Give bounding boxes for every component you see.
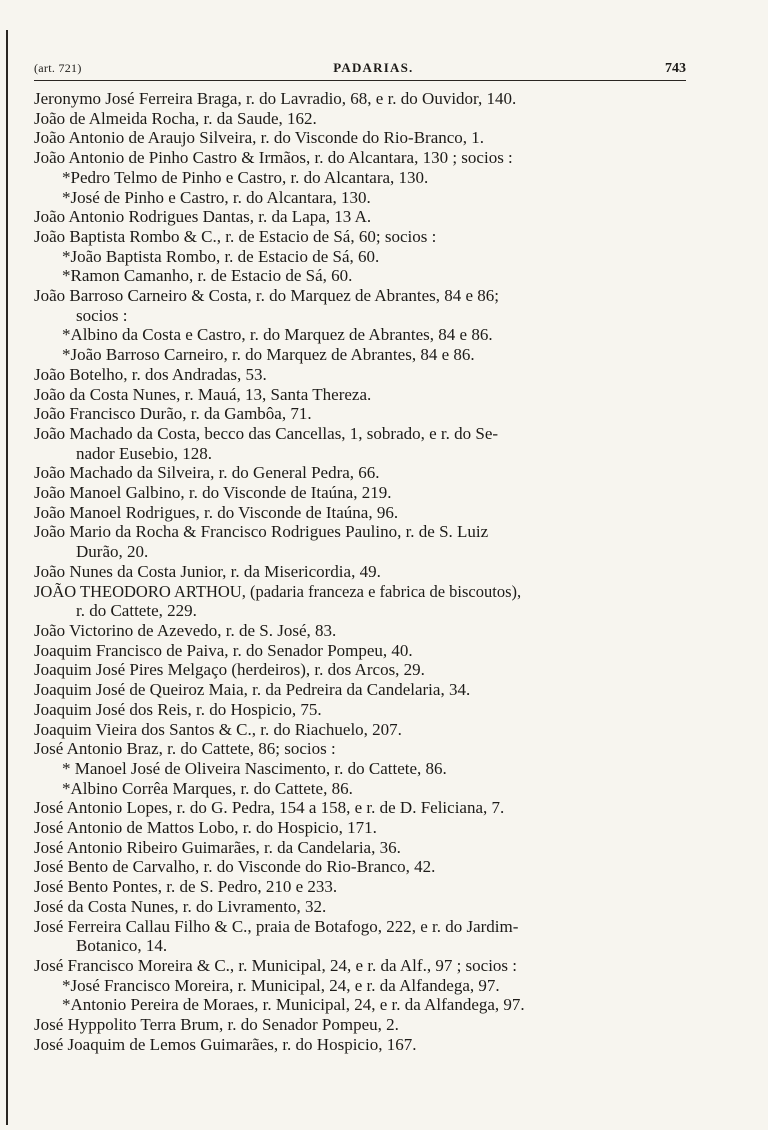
list-item xyxy=(34,621,686,641)
entry-name-line: José Bento Pontes, r. de S. Pedro, 210 e 233. xyxy=(34,877,338,897)
list-item xyxy=(34,522,686,561)
entry-name-line: José Francisco Moreira & C., r. Municipal, 24, e r. da Alf., 97 ; socios : xyxy=(34,955,518,975)
entry-name-line: José Antonio Ribeiro Guimarães, r. da Candelaria, 36. xyxy=(34,837,401,857)
partner-line: *Ramon Camanho, r. de Estacio de Sá, 60. xyxy=(62,266,353,286)
entry-name-line: João de Almeida Rocha, r. da Saude, 162. xyxy=(34,108,317,128)
entry-name-line: João Victorino de Azevedo, r. de S. José, 83. xyxy=(34,620,337,640)
entry-continuation-line: Botanico, 14. xyxy=(76,936,168,956)
page-number: 743 xyxy=(664,61,686,76)
list-item xyxy=(34,562,686,582)
entry-name-line: Joaquim José dos Reis, r. do Hospicio, 75. xyxy=(34,699,322,719)
entry-continuation-line: r. do Cattete, 229. xyxy=(76,601,197,621)
entry-name-line: Joaquim José de Queiroz Maia, r. da Pedreira da Candelaria, 34. xyxy=(34,680,471,700)
list-item xyxy=(34,818,686,838)
partner-line: *Albino Corrêa Marques, r. do Cattete, 86. xyxy=(62,778,353,798)
entry-name-line: João Francisco Durão, r. da Gambôa, 71. xyxy=(34,404,312,424)
list-item xyxy=(34,227,686,286)
page-margin-rule xyxy=(6,30,8,1125)
entry-name-line: João Nunes da Costa Junior, r. da Misericordia, 49. xyxy=(34,561,381,581)
list-item xyxy=(34,857,686,877)
list-item xyxy=(34,404,686,424)
entry-continuation-line: socios : xyxy=(76,305,128,325)
partner-line: *José Francisco Moreira, r. Municipal, 24, e r. da Alfandega, 97. xyxy=(62,975,500,995)
list-item xyxy=(34,207,686,227)
list-item xyxy=(34,660,686,680)
list-item xyxy=(34,897,686,917)
list-item xyxy=(34,680,686,700)
list-item xyxy=(34,385,686,405)
entry-continuation-line: Durão, 20. xyxy=(76,542,149,562)
entry-name-line: José Hyppolito Terra Brum, r. do Senador Pompeu, 2. xyxy=(34,1015,399,1035)
list-item xyxy=(34,798,686,818)
entry-name-line: Joaquim Vieira dos Santos & C., r. do Riachuelo, 207. xyxy=(34,719,402,739)
entry-name-line: José Antonio de Mattos Lobo, r. do Hospicio, 171. xyxy=(34,818,377,838)
entry-name-line: João Baptista Rombo & C., r. de Estacio de Sá, 60; socios : xyxy=(34,226,437,246)
entry-name-line: João Barroso Carneiro & Costa, r. do Marquez de Abrantes, 84 e 86; xyxy=(34,286,500,306)
list-item xyxy=(34,641,686,661)
entry-name-line: João Machado da Silveira, r. do General Pedra, 66. xyxy=(34,463,380,483)
list-item xyxy=(34,700,686,720)
entry-name-line: João da Costa Nunes, r. Mauá, 13, Santa Thereza. xyxy=(34,384,372,404)
list-item xyxy=(34,483,686,503)
section-title: PADARIAS. xyxy=(333,60,414,75)
list-item xyxy=(34,720,686,740)
list-item xyxy=(34,739,686,798)
entry-name-line: José da Costa Nunes, r. do Livramento, 32. xyxy=(34,896,327,916)
entry-name-line: José Ferreira Callau Filho & C., praia de Botafogo, 222, e r. do Jardim- xyxy=(34,916,519,936)
list-item xyxy=(34,838,686,858)
partner-line: * Manoel José de Oliveira Nascimento, r. do Cattete, 86. xyxy=(62,758,447,778)
entry-name-line: João Botelho, r. dos Andradas, 53. xyxy=(34,364,267,384)
list-item xyxy=(34,365,686,385)
list-item xyxy=(34,1015,686,1035)
list-item xyxy=(34,1035,686,1055)
entry-name-line: João Mario da Rocha & Francisco Rodrigues Paulino, r. de S. Luiz xyxy=(34,522,489,542)
entry-continuation-line: nador Eusebio, 128. xyxy=(76,443,212,463)
partner-line: *Albino da Costa e Castro, r. do Marquez de Abrantes, 84 e 86. xyxy=(62,325,493,345)
list-item xyxy=(34,424,686,463)
partner-line: *Antonio Pereira de Moraes, r. Municipal, 24, e r. da Alfandega, 97. xyxy=(62,995,525,1015)
entry-name-line: João Antonio de Araujo Silveira, r. do Visconde do Rio-Branco, 1. xyxy=(34,128,485,148)
list-item xyxy=(34,877,686,897)
entry-name-line: João Manoel Rodrigues, r. do Visconde de Itaúna, 96. xyxy=(34,502,399,522)
list-item xyxy=(34,463,686,483)
partner-line: *Pedro Telmo de Pinho e Castro, r. do Alcantara, 130. xyxy=(62,167,429,187)
entry-name-line: João Antonio Rodrigues Dantas, r. da Lapa, 13 A. xyxy=(34,207,372,227)
list-item xyxy=(34,148,686,207)
list-item xyxy=(34,582,686,621)
list-item xyxy=(34,89,686,109)
list-item xyxy=(34,109,686,129)
partner-line: *João Barroso Carneiro, r. do Marquez de Abrantes, 84 e 86. xyxy=(62,345,475,365)
entry-name-line: José Joaquim de Lemos Guimarães, r. do Hospicio, 167. xyxy=(34,1034,417,1054)
list-item xyxy=(34,917,686,956)
entry-name-line: Joaquim José Pires Melgaço (herdeiros), r. dos Arcos, 29. xyxy=(34,660,425,680)
page-header xyxy=(34,60,686,81)
list-item xyxy=(34,956,686,1015)
entry-name-line: Joaquim Francisco de Paiva, r. do Senador Pompeu, 40. xyxy=(34,640,413,660)
entry-list xyxy=(34,89,686,1054)
list-item xyxy=(34,286,686,365)
directory-page xyxy=(34,60,686,1054)
entry-name-line: João Machado da Costa, becco das Cancellas, 1, sobrado, e r. do Se- xyxy=(34,423,499,443)
article-reference: (art. 721) xyxy=(34,61,82,75)
entry-name-line: João Manoel Galbino, r. do Visconde de Itaúna, 219. xyxy=(34,483,392,503)
list-item xyxy=(34,128,686,148)
entry-name-line: José Antonio Lopes, r. do G. Pedra, 154 a 158, e r. de D. Feliciana, 7. xyxy=(34,798,505,818)
entry-name-line: José Antonio Braz, r. do Cattete, 86; socios : xyxy=(34,739,336,759)
entry-name-line: José Bento de Carvalho, r. do Visconde do Rio-Branco, 42. xyxy=(34,857,436,877)
list-item xyxy=(34,503,686,523)
partner-line: *João Baptista Rombo, r. de Estacio de Sá, 60. xyxy=(62,246,380,266)
entry-name-line: João Antonio de Pinho Castro & Irmãos, r. do Alcantara, 130 ; socios : xyxy=(34,148,513,168)
entry-name-line: JOÃO THEODORO ARTHOU, (padaria franceza e fabrica de biscoutos), xyxy=(34,581,522,601)
entry-name-line: Jeronymo José Ferreira Braga, r. do Lavradio, 68, e r. do Ouvidor, 140. xyxy=(34,89,517,108)
partner-line: *José de Pinho e Castro, r. do Alcantara, 130. xyxy=(62,187,371,207)
